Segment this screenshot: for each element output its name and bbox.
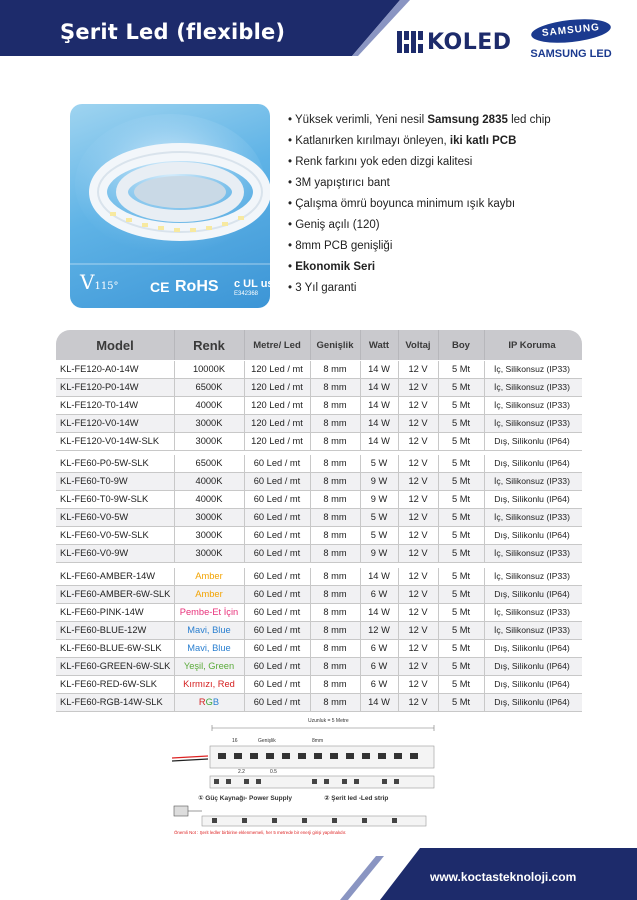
column-header: Model	[96, 338, 134, 353]
table-cell: 5 Mt	[451, 418, 471, 428]
koled-logo	[397, 30, 512, 54]
table-row	[56, 640, 582, 658]
feature-item: • Geniş açılı (120)	[288, 217, 551, 238]
table-row	[56, 473, 582, 491]
table-row	[56, 379, 582, 397]
table-cell: 4000K	[195, 476, 223, 486]
table-cell: 5 Mt	[451, 364, 471, 374]
table-cell: Amber	[195, 589, 223, 599]
table-cell: 8 mm	[323, 607, 347, 617]
table-cell: KL-FE60-AMBER-6W-SLK	[60, 589, 171, 599]
table-cell: 5 Mt	[451, 589, 471, 599]
ce-mark: CE	[150, 279, 170, 295]
feature-list	[288, 112, 551, 301]
table-cell: 60 Led / mt	[253, 571, 301, 581]
table-cell: 12 V	[408, 571, 428, 581]
table-cell: İç, Silikonsuz (IP33)	[494, 607, 570, 617]
table-cell: 6500K	[195, 382, 223, 392]
step-power-supply: ① Güç Kaynağı- Power Supply	[198, 795, 292, 802]
table-cell: 8 mm	[323, 458, 347, 468]
feature-item: • Renk farkını yok eden dizgi kalitesi	[288, 154, 551, 175]
table-cell: 12 V	[408, 400, 428, 410]
rohs-mark: RoHS	[175, 278, 219, 295]
table-cell: Dış, Silikonlu (IP64)	[494, 679, 570, 689]
table-cell: 3000K	[195, 530, 223, 540]
table-cell: Pembe-Et İçin	[179, 607, 239, 617]
table-cell: 60 Led / mt	[253, 625, 301, 635]
table-cell: 12 V	[408, 418, 428, 428]
page-title: Şerit Led (flexible)	[60, 20, 286, 44]
table-cell: 60 Led / mt	[253, 589, 301, 599]
table-cell: 60 Led / mt	[253, 661, 301, 671]
table-cell: 120 Led / mt	[251, 400, 303, 410]
table-cell: 9 W	[370, 548, 388, 558]
table-cell: 12 V	[408, 458, 428, 468]
table-cell: 12 V	[408, 589, 428, 599]
table-row	[56, 491, 582, 509]
table-cell: KL-FE60-V0-5W	[60, 512, 129, 522]
koled-logo-mark	[397, 31, 423, 53]
table-cell: 60 Led / mt	[253, 548, 301, 558]
table-cell: İç, Silikonsuz (IP33)	[494, 418, 570, 428]
table-cell: 60 Led / mt	[253, 643, 301, 653]
table-row	[56, 397, 582, 415]
table-cell: 60 Led / mt	[253, 697, 301, 707]
table-cell: 9 W	[370, 494, 388, 504]
table-cell: 8 mm	[323, 364, 347, 374]
table-cell: Dış, Silikonlu (IP64)	[494, 458, 570, 468]
table-cell: KL-FE60-P0-5W-SLK	[60, 458, 149, 468]
table-cell: 14 W	[368, 418, 390, 428]
table-cell: Mavi, Blue	[187, 643, 231, 653]
table-cell: KL-FE60-T0-9W-SLK	[60, 494, 149, 504]
table-cell: Mavi, Blue	[187, 625, 231, 635]
table-cell: 12 V	[408, 625, 428, 635]
table-cell: 8 mm	[323, 661, 347, 671]
table-cell: 8 mm	[323, 476, 347, 486]
table-cell: 120 Led / mt	[251, 382, 303, 392]
table-cell: 12 V	[408, 661, 428, 671]
feature-item: • 3 Yıl garanti	[288, 280, 551, 301]
table-cell: KL-FE60-BLUE-12W	[60, 625, 147, 635]
table-cell: Yeşil, Green	[183, 661, 235, 671]
table-cell: Dış, Silikonlu (IP64)	[494, 589, 570, 599]
table-cell: 6 W	[370, 661, 388, 671]
table-cell: KL-FE60-RED-6W-SLK	[60, 679, 157, 689]
table-cell: 5 Mt	[451, 571, 471, 581]
table-cell: 60 Led / mt	[253, 679, 301, 689]
table-cell: İç, Silikonsuz (IP33)	[494, 476, 570, 486]
column-header: Voltaj	[405, 340, 431, 351]
dimension-2: 0.5	[270, 769, 277, 775]
table-cell: Dış, Silikonlu (IP64)	[494, 643, 570, 653]
table-cell: 8 mm	[323, 436, 347, 446]
samsung-logo-oval: SAMSUNG	[530, 16, 612, 46]
table-cell: KL-FE120-T0-14W	[60, 400, 139, 410]
column-header: Watt	[368, 340, 390, 351]
table-cell: KL-FE60-GREEN-6W-SLK	[60, 661, 171, 671]
feature-item: • Çalışma ömrü boyunca minimum ışık kaybı	[288, 196, 551, 217]
table-row	[56, 658, 582, 676]
table-row	[56, 509, 582, 527]
table-cell: 12 V	[408, 476, 428, 486]
table-cell: 60 Led / mt	[253, 512, 301, 522]
length-label: Uzunluk = 5 Metre	[308, 718, 349, 724]
table-cell: 60 Led / mt	[253, 530, 301, 540]
table-cell: İç, Silikonsuz (IP33)	[494, 625, 570, 635]
table-cell: 3000K	[195, 436, 223, 446]
table-row	[56, 455, 582, 473]
table-cell: 5 W	[370, 530, 388, 540]
table-cell: 9 W	[370, 476, 388, 486]
table-row	[56, 586, 582, 604]
koled-logo-text: KOLED	[427, 29, 512, 55]
table-cell: 5 Mt	[451, 661, 471, 671]
dimension-1: 2.2	[238, 769, 245, 775]
feature-item: • Yüksek verimli, Yeni nesil Samsung 2835 led chip	[288, 112, 551, 133]
table-cell: 8 mm	[323, 494, 347, 504]
table-cell: KL-FE120-V0-14W-SLK	[60, 436, 160, 446]
table-cell: Kırmızı, Red	[183, 679, 235, 689]
table-cell: 8 mm	[323, 643, 347, 653]
table-cell: 14 W	[368, 571, 390, 581]
column-header: Metre/ Led	[253, 340, 301, 351]
width-label: Genişlik	[258, 738, 276, 744]
table-cell: İç, Silikonsuz (IP33)	[494, 512, 570, 522]
table-cell: 14 W	[368, 364, 390, 374]
table-cell: 8 mm	[323, 512, 347, 522]
table-cell: 8 mm	[323, 679, 347, 689]
table-cell: Dış, Silikonlu (IP64)	[494, 494, 570, 504]
table-cell: 60 Led / mt	[253, 458, 301, 468]
feature-item: • 3M yapıştırıcı bant	[288, 175, 551, 196]
table-cell: 5 Mt	[451, 436, 471, 446]
table-cell: 5 Mt	[451, 512, 471, 522]
table-cell: 12 V	[408, 382, 428, 392]
table-cell: 14 W	[368, 697, 390, 707]
table-cell: KL-FE60-AMBER-14W	[60, 571, 156, 581]
table-cell: 60 Led / mt	[253, 607, 301, 617]
table-group	[56, 361, 582, 451]
table-cell: 8 mm	[323, 530, 347, 540]
table-cell: 12 V	[408, 436, 428, 446]
table-cell: İç, Silikonsuz (IP33)	[494, 382, 570, 392]
feature-item: • Ekonomik Seri	[288, 259, 551, 280]
table-cell: 5 Mt	[451, 548, 471, 558]
feature-item: • Katlanırken kırılmayı önleyen, iki katlı PCB	[288, 133, 551, 154]
table-cell: 8 mm	[323, 548, 347, 558]
column-header: IP Koruma	[508, 340, 556, 351]
table-cell: 10000K	[192, 364, 226, 374]
table-cell: Amber	[195, 571, 223, 581]
table-cell: 8 mm	[323, 418, 347, 428]
table-cell: 120 Led / mt	[251, 436, 303, 446]
table-cell: 12 V	[408, 494, 428, 504]
table-cell: 5 Mt	[451, 476, 471, 486]
table-cell: 12 V	[408, 548, 428, 558]
feature-item: • 8mm PCB genişliği	[288, 238, 551, 259]
table-cell: 4000K	[195, 400, 223, 410]
website-link[interactable]: www.koctasteknoloji.com	[430, 870, 577, 884]
table-cell: 6 W	[370, 589, 388, 599]
table-cell: Dış, Silikonlu (IP64)	[494, 436, 570, 446]
column-header: Boy	[452, 340, 470, 351]
table-row	[56, 361, 582, 379]
table-row	[56, 433, 582, 451]
pitch-label: 16	[232, 738, 238, 744]
table-cell: 5 Mt	[451, 400, 471, 410]
table-cell: 14 W	[368, 436, 390, 446]
table-group	[56, 455, 582, 563]
table-cell: 5 Mt	[451, 382, 471, 392]
table-cell: 3000K	[195, 512, 223, 522]
table-cell: 5 Mt	[451, 458, 471, 468]
width-value: 8mm	[312, 738, 324, 744]
table-cell: 6 W	[370, 643, 388, 653]
table-cell: İç, Silikonsuz (IP33)	[494, 548, 570, 558]
table-cell: Dış, Silikonlu (IP64)	[494, 697, 570, 707]
table-cell: 6 W	[370, 679, 388, 689]
table-cell: 8 mm	[323, 697, 347, 707]
step-led-strip: ② Şerit led -Led strip	[324, 795, 389, 802]
table-cell: 12 V	[408, 643, 428, 653]
wiring-diagram	[172, 720, 436, 840]
table-cell: 12 V	[408, 530, 428, 540]
table-cell: 5 Mt	[451, 494, 471, 504]
table-row	[56, 527, 582, 545]
table-cell: 5 W	[370, 512, 388, 522]
column-header: Renk	[193, 338, 225, 353]
table-cell: KL-FE120-A0-14W	[60, 364, 139, 374]
table-cell: 6500K	[195, 458, 223, 468]
table-cell: İç, Silikonsuz (IP33)	[494, 571, 570, 581]
table-cell: 5 Mt	[451, 625, 471, 635]
table-cell: KL-FE120-V0-14W	[60, 418, 139, 428]
table-cell: 5 Mt	[451, 607, 471, 617]
table-cell: 12 V	[408, 697, 428, 707]
samsung-logo	[528, 20, 614, 60]
table-cell: 5 Mt	[451, 643, 471, 653]
table-cell: Dış, Silikonlu (IP64)	[494, 661, 570, 671]
table-cell: 3000K	[195, 548, 223, 558]
table-cell: 3000K	[195, 418, 223, 428]
table-cell: 12 V	[408, 607, 428, 617]
table-cell: 8 mm	[323, 382, 347, 392]
ul-mark: c UL us E342368	[234, 278, 274, 297]
table-cell: 14 W	[368, 382, 390, 392]
table-cell: 120 Led / mt	[251, 364, 303, 374]
table-cell: KL-FE60-RGB-14W-SLK	[60, 697, 163, 707]
table-cell: KL-FE60-T0-9W	[60, 476, 128, 486]
samsung-led-caption: SAMSUNG LED	[530, 48, 612, 60]
table-cell: 8 mm	[323, 400, 347, 410]
table-cell: 4000K	[195, 494, 223, 504]
table-group	[56, 568, 582, 712]
important-note: Önemli Not : Şerit ledler birbirine eklenmemeli, her 5 metrede bir enerji girişi yapılmalıdır.	[174, 830, 347, 835]
table-row	[56, 545, 582, 563]
table-cell: 14 W	[368, 607, 390, 617]
table-cell: 60 Led / mt	[253, 494, 301, 504]
table-cell: İç, Silikonsuz (IP33)	[494, 400, 570, 410]
table-row	[56, 694, 582, 712]
table-cell: Dış, Silikonlu (IP64)	[494, 530, 570, 540]
v115-mark: V115°	[80, 270, 119, 294]
table-row	[56, 676, 582, 694]
table-cell: 12 W	[368, 625, 390, 635]
table-cell: 14 W	[368, 400, 390, 410]
table-cell: 5 Mt	[451, 697, 471, 707]
table-cell: 12 V	[408, 512, 428, 522]
table-cell: İç, Silikonsuz (IP33)	[494, 364, 570, 374]
table-cell: 120 Led / mt	[251, 418, 303, 428]
table-row	[56, 604, 582, 622]
table-cell: 5 W	[370, 458, 388, 468]
table-cell: KL-FE60-V0-9W	[60, 548, 129, 558]
table-cell: 8 mm	[323, 625, 347, 635]
table-cell: 60 Led / mt	[253, 476, 301, 486]
table-cell: 5 Mt	[451, 679, 471, 689]
table-row	[56, 622, 582, 640]
table-cell: KL-FE60-V0-5W-SLK	[60, 530, 149, 540]
column-header: Genişlik	[316, 340, 354, 351]
table-cell: KL-FE60-BLUE-6W-SLK	[60, 643, 162, 653]
table-cell: 12 V	[408, 679, 428, 689]
table-cell: 12 V	[408, 364, 428, 374]
table-cell: 8 mm	[323, 571, 347, 581]
table-row	[56, 568, 582, 586]
table-cell: RGB	[198, 697, 220, 707]
table-cell: KL-FE120-P0-14W	[60, 382, 139, 392]
table-row	[56, 415, 582, 433]
table-cell: 5 Mt	[451, 530, 471, 540]
table-cell: KL-FE60-PINK-14W	[60, 607, 144, 617]
table-cell: 8 mm	[323, 589, 347, 599]
